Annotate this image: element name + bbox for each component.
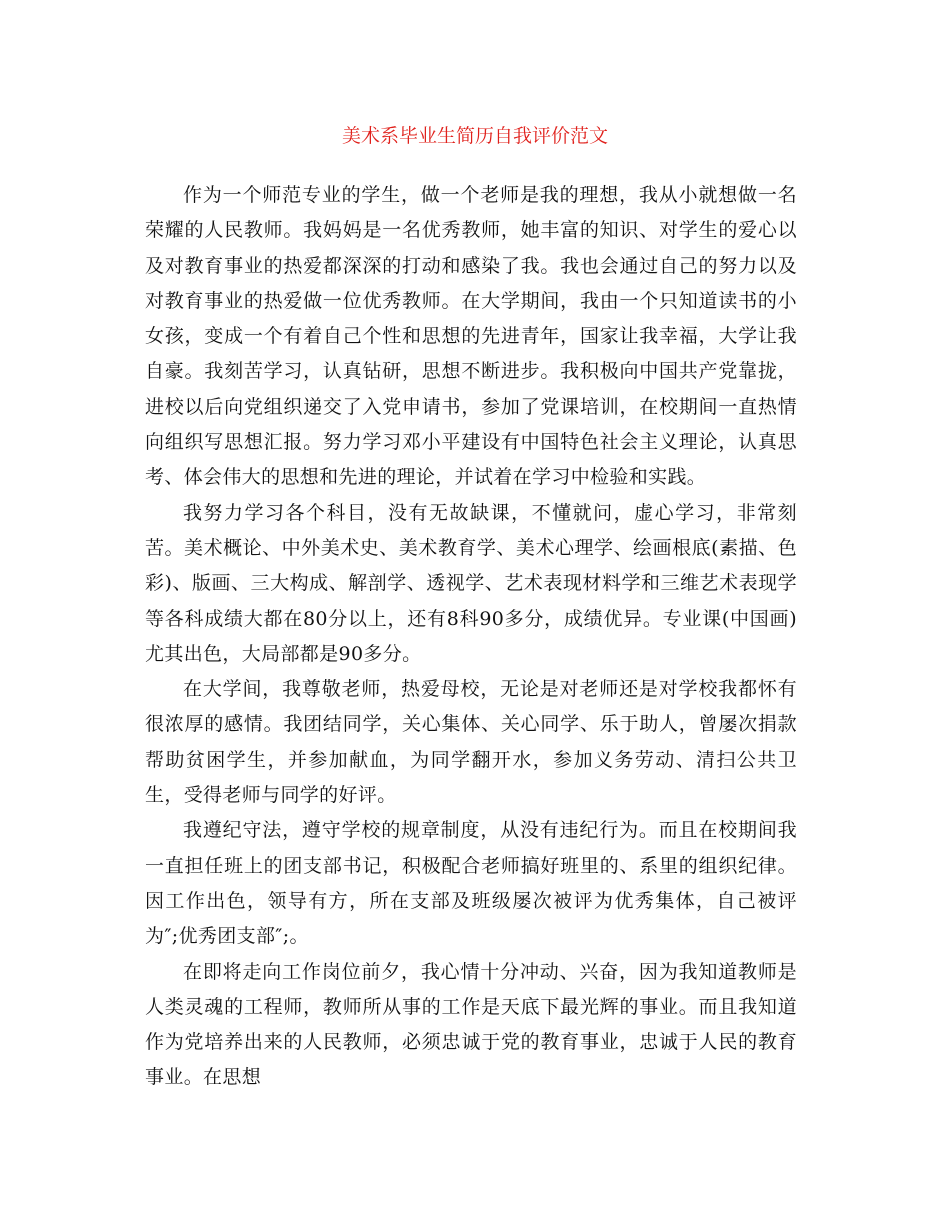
paragraph: 作为一个师范专业的学生，做一个老师是我的理想，我从小就想做一名荣耀的人民教师。我妈妈是一名优秀教师，她丰富的知识、对学生的爱心以及对教育事业的热爱都深深的打动和感染了我。我也会通过自己的努力以及对教育事业的热爱做一位优秀教师。在大学期间，我由一个只知道读书的小女孩，变成一个有着自己个性和思想的先进青年，国家让我幸福，大学让我自豪。我刻苦学习，认真钻研，思想不断进步。我积极向中国共产党靠拢，进校以后向党组织递交了入党申请书，参加了党课培训，在校期间一直热情向组织写思想汇报。努力学习邓小平建设有中国特色社会主义理论，认真思考、体会伟大的思想和先进的理论，并试着在学习中检验和实践。 [145, 184, 797, 489]
paragraph: 我努力学习各个科目，没有无故缺课，不懂就问，虚心学习，非常刻苦。美术概论、中外美术史、美术教育学、美术心理学、绘画根底(素描、色彩)、版画、三大构成、解剖学、透视学、艺术表现材料学和三维艺术表现学等各科成绩大都在80分以上，还有8科90多分，成绩优异。专业课(中国画)尤其出色，大局部都是90多分。 [145, 501, 797, 665]
document-body [145, 178, 797, 1096]
paragraph: 在大学间，我尊敬老师，热爱母校，无论是对老师还是对学校我都怀有很浓厚的感情。我团结同学，关心集体、关心同学、乐于助人，曾屡次捐款帮助贫困学生，并参加献血，为同学翻开水，参加义务劳动、清扫公共卫生，受得老师与同学的好评。 [145, 678, 797, 807]
document-title: 美术系毕业生简历自我评价范文 [341, 125, 608, 147]
paragraph: 在即将走向工作岗位前夕，我心情十分冲动、兴奋，因为我知道教师是人类灵魂的工程师，教师所从事的工作是天底下最光辉的事业。而且我知道作为党培养出来的人民教师，必须忠诚于党的教育事业，忠诚于人民的教育事业。在思想 [145, 960, 797, 1089]
paragraph: 我遵纪守法，遵守学校的规章制度，从没有违纪行为。而且在校期间我一直担任班上的团支部书记，积极配合老师搞好班里的、系里的组织纪律。因工作出色，领导有方，所在支部及班级屡次被评为优秀集体，自己被评为″;优秀团支部″;。 [145, 819, 797, 948]
